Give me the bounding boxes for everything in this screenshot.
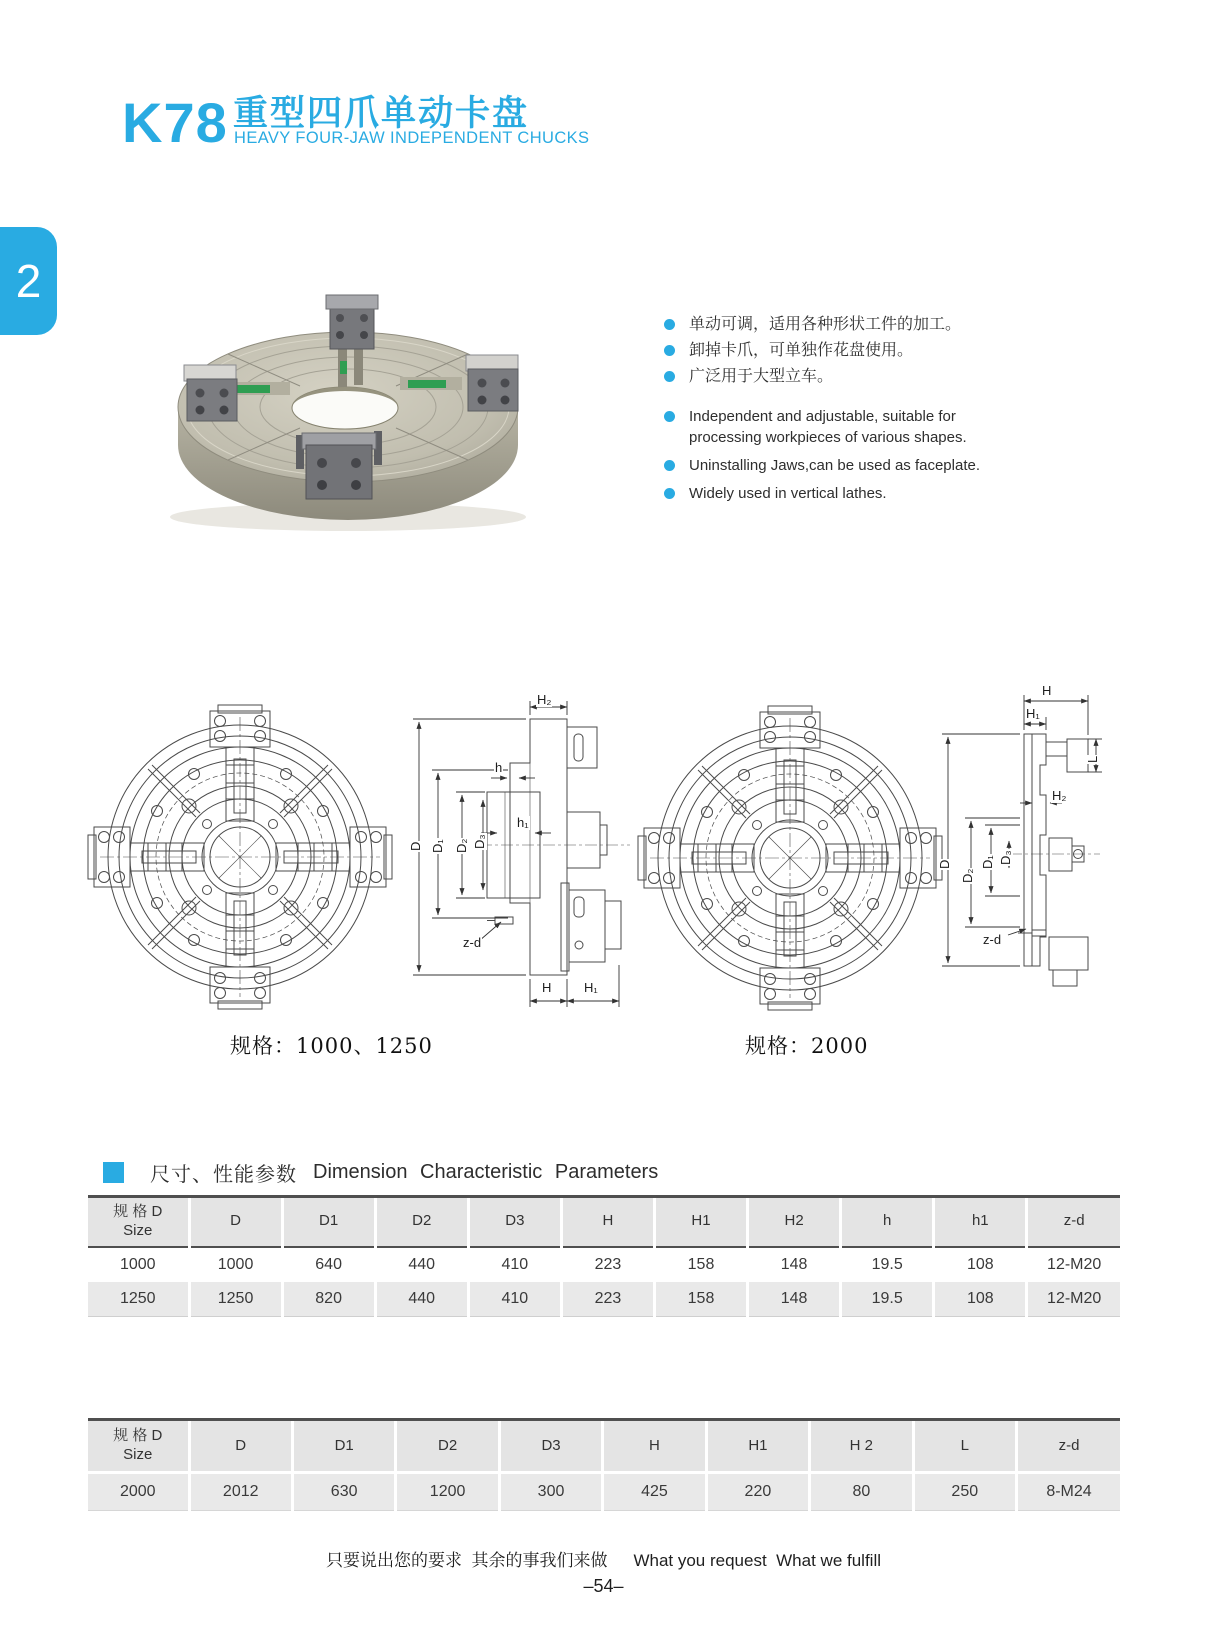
table-cell: 158 — [654, 1247, 747, 1282]
table-cell: 1000 — [119, 1255, 156, 1273]
table-cell: 12-M20 — [1027, 1282, 1120, 1317]
dim-label-D: D — [937, 859, 952, 869]
table-header-row — [88, 1420, 1120, 1473]
table-cell: 1250 — [88, 1282, 189, 1317]
feature-text: Independent and adjustable, suitable for processing workpieces of various shapes. — [689, 408, 967, 446]
dim-label-D1: D₁ — [980, 855, 995, 869]
table-cell: 108 — [934, 1247, 1027, 1282]
bottom-jaw — [296, 431, 382, 499]
dim-label-D: D — [408, 841, 423, 851]
table-cell: 223 — [561, 1282, 654, 1317]
column-header: H — [561, 1197, 654, 1247]
table-cell: 1000 — [189, 1247, 282, 1282]
table-cell: 640 — [282, 1247, 375, 1282]
dim-label-H1: H₁ — [1026, 706, 1040, 721]
table-cell: 440 — [375, 1282, 468, 1317]
bullet-icon — [664, 460, 675, 471]
dim-label-D3: D₃ — [998, 850, 1013, 865]
section-header — [103, 1158, 658, 1187]
dim-label-D1: D₁ — [430, 839, 445, 853]
page-number: –54– — [583, 1576, 624, 1596]
product-photo — [150, 285, 540, 535]
model-code: K78 — [122, 91, 228, 154]
dim-label-H2: H₂ — [537, 692, 552, 707]
table-cell: 410 — [468, 1247, 561, 1282]
column-header: D2 — [375, 1197, 468, 1247]
column-header: H1 — [654, 1197, 747, 1247]
column-header: h — [841, 1197, 934, 1247]
footer-slogan-en: What you request What we fulfill — [633, 1551, 881, 1570]
page-title-cn: 重型四爪单动卡盘 — [233, 94, 530, 133]
table-cell: 250 — [913, 1473, 1016, 1511]
table-cell: 8-M24 — [1017, 1473, 1121, 1511]
bullet-icon — [664, 345, 675, 356]
feature-item — [664, 340, 1024, 361]
table-cell: 220 — [706, 1473, 809, 1511]
bullet-icon — [664, 371, 675, 382]
column-header: D1 — [292, 1420, 395, 1473]
dim-label-D2: D₂ — [454, 838, 469, 853]
feature-item — [664, 314, 1024, 335]
column-header: z-d — [1027, 1197, 1120, 1247]
table-cell: 1250 — [189, 1282, 282, 1317]
table-cell: 440 — [375, 1247, 468, 1282]
section-title-en: Dimension Characteristic Parameters — [313, 1161, 659, 1183]
dimension-table-2000 — [88, 1418, 1120, 1511]
dim-label-L: L — [1085, 755, 1100, 763]
feature-text: Widely used in vertical lathes. — [689, 485, 887, 502]
dim-label-H2: H₂ — [1052, 788, 1067, 803]
column-header: 规 格 D Size — [88, 1197, 189, 1247]
dim-label-h1: h₁ — [517, 815, 529, 830]
table-cell: 158 — [654, 1282, 747, 1317]
column-header: h1 — [934, 1197, 1027, 1247]
table-cell: 12-M20 — [1027, 1247, 1120, 1282]
dim-label-zd: z-d — [463, 935, 482, 950]
column-header: H1 — [706, 1420, 809, 1473]
drawing-caption-right: 规格：2000 — [745, 1034, 869, 1058]
dim-label-H1: H₁ — [584, 980, 598, 995]
dim-label-h: h — [495, 760, 503, 775]
feature-item — [664, 455, 1024, 476]
page-title-en: HEAVY FOUR-JAW INDEPENDENT CHUCKS — [234, 129, 590, 147]
table-cell: 19.5 — [841, 1282, 934, 1317]
bullet-icon — [664, 488, 675, 499]
section-title-cn: 尺寸、性能参数 — [150, 1164, 297, 1186]
table-cell: 148 — [748, 1282, 841, 1317]
chapter-number: 2 — [15, 255, 42, 307]
table-cell: 2012 — [189, 1473, 292, 1511]
column-header: D2 — [396, 1420, 499, 1473]
column-header: z-d — [1017, 1420, 1121, 1473]
table-cell: 425 — [603, 1473, 706, 1511]
column-header: D — [189, 1197, 282, 1247]
table-row — [88, 1473, 1120, 1511]
table-cell: 2000 — [88, 1473, 189, 1511]
feature-item — [664, 483, 1024, 504]
feature-text: 卸掉卡爪，可单独作花盘使用。 — [689, 342, 914, 359]
chapter-tab — [0, 227, 57, 335]
table-cell: 223 — [561, 1247, 654, 1282]
table-cell: 148 — [748, 1247, 841, 1282]
column-header: H — [603, 1420, 706, 1473]
dim-label-H: H — [542, 980, 552, 995]
dim-label-H: H — [1042, 683, 1052, 698]
column-header: D — [189, 1420, 292, 1473]
column-header: D3 — [468, 1197, 561, 1247]
footer-slogan-cn: 只要说出您的要求 其余的事我们来做 — [326, 1551, 608, 1570]
feature-text: 单动可调，适用各种形状工件的加工。 — [689, 316, 962, 333]
dim-label-D3: D₃ — [472, 834, 487, 849]
feature-item — [664, 366, 1024, 387]
table-cell: 630 — [292, 1473, 395, 1511]
drawing-caption-left: 规格：1000、1250 — [230, 1034, 433, 1058]
feature-text: 广泛用于大型立车。 — [689, 368, 834, 385]
bullet-icon — [664, 411, 675, 422]
technical-drawing-right — [630, 645, 1130, 1025]
section-marker-icon — [103, 1162, 124, 1183]
table-cell: 820 — [282, 1282, 375, 1317]
table-cell: 19.5 — [841, 1247, 934, 1282]
table-cell: 1200 — [396, 1473, 499, 1511]
dim-label-zd: z-d — [983, 932, 1002, 947]
bullet-icon — [664, 319, 675, 330]
dimension-table-1000-1250 — [88, 1195, 1120, 1317]
table-cell: 108 — [934, 1282, 1027, 1317]
dim-label-D2: D₂ — [960, 868, 975, 883]
column-header: D1 — [282, 1197, 375, 1247]
technical-drawing-left — [85, 645, 635, 1025]
footer-slogan — [0, 1546, 1207, 1571]
feature-item — [664, 406, 1024, 448]
table-row — [88, 1282, 1120, 1317]
table-row — [88, 1247, 1120, 1282]
feature-text: Uninstalling Jaws,can be used as faceplate. — [689, 457, 981, 474]
column-header: H2 — [748, 1197, 841, 1247]
column-header: L — [913, 1420, 1016, 1473]
table-cell: 80 — [810, 1473, 913, 1511]
table-header-row — [88, 1197, 1120, 1247]
table-cell: 300 — [499, 1473, 602, 1511]
column-header: 规 格 D Size — [88, 1420, 189, 1473]
column-header: H 2 — [810, 1420, 913, 1473]
features-list-en — [664, 406, 1024, 511]
features-list-cn — [664, 314, 1024, 392]
column-header: D3 — [499, 1420, 602, 1473]
table-cell: 410 — [468, 1282, 561, 1317]
